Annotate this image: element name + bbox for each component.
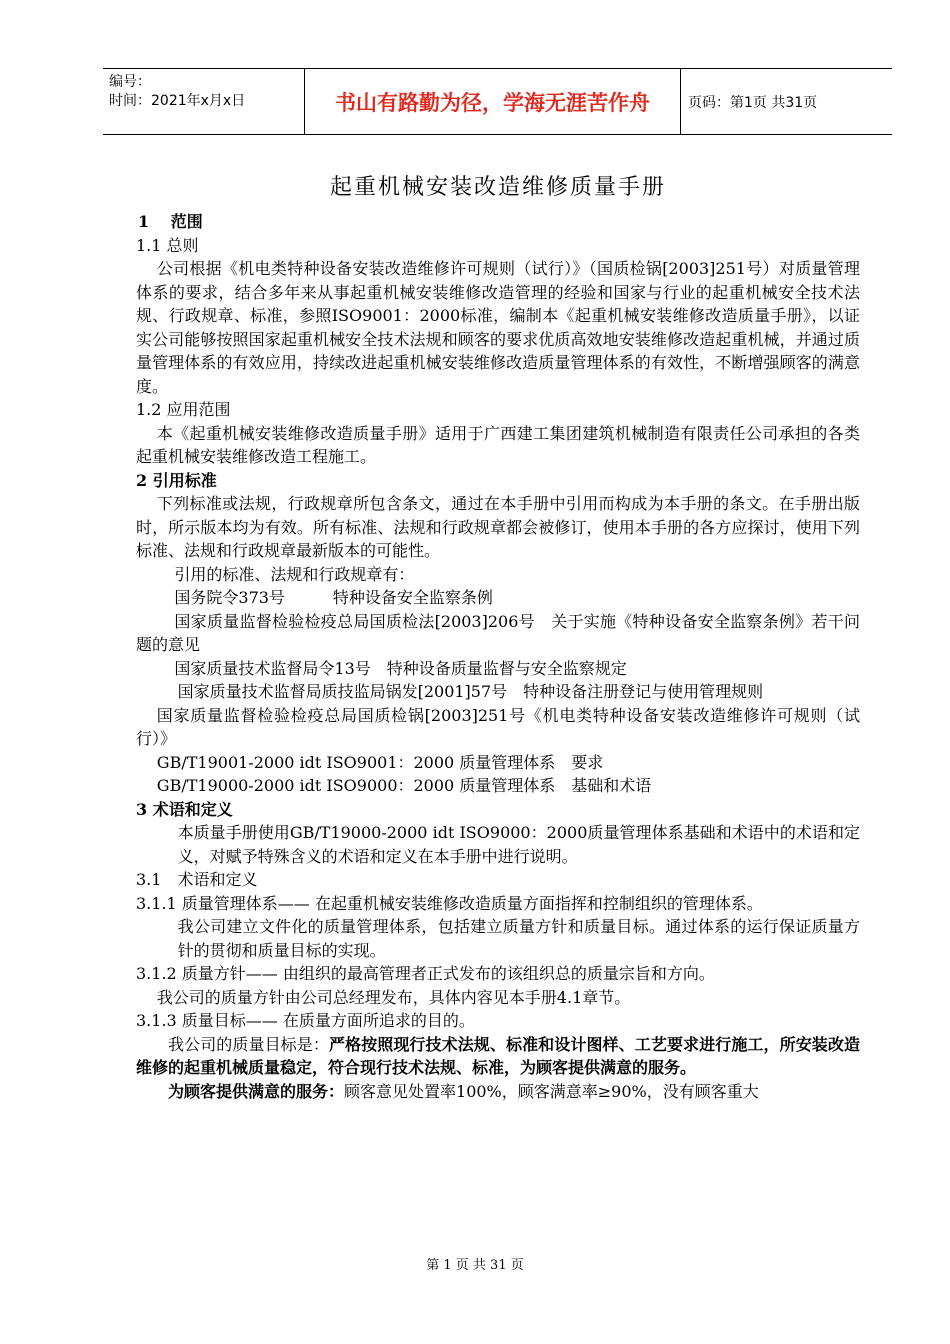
header-table [103,68,892,135]
section-1-2-body: 本《起重机械安装维修改造质量手册》适用于广西建工集团建筑机械制造有限责任公司承担的各类起重机械安装维修改造工程施工。 [136,423,860,466]
header-meta-cell [103,69,305,134]
term-quality-management-system-body: 我公司建立文件化的质量管理体系，包括建立质量方针和质量目标。通过体系的运行保证质量方针的贯彻和质量目标的实现。 [177,917,860,960]
reference-item: GB/T19000-2000 idt ISO9000：2000 质量管理体系 基础和术语 [156,776,652,795]
section-2-body: 下列标准或法规，行政规章所包含条文，通过在本手册中引用而构成为本手册的条文。在手册出版时，所示版本均为有效。所有标准、法规和行政规章都会被修订，使用本手册的各方应探讨，使用下列标准、法规和行政规章最新版本的可能性。 [136,494,860,560]
section-1-1-body: 公司根据《机电类特种设备安装改造维修许可规则（试行）》（国质检锅[2003]251号）对质量管理体系的要求，结合多年来从事起重机械安装维修改造管理的经验和国家与行业的起重机械安全技术法规、行政规章、标准，参照ISO9001：2000标准，编制本《起重机械安装维修改造质量手册》，以证实公司能够按照国家起重机械安全技术法规和顾客的要求优质高效地安装维修改造起重机械，并通过质量管理体系的有效应用，持续改进起重机械安装维修改造质量管理体系的有效性，不断增强顾客的满意度。 [136,259,860,396]
header-motto: 书山有路勤为径，学海无涯苦作舟 [305,69,681,134]
section-3-1-heading: 3.1 术语和定义 [136,870,258,889]
document-time-label: 时间：2021年x月x日 [109,93,246,109]
reference-item: 国家质量技术监督局令13号 特种设备质量监督与安全监察规定 [174,658,627,678]
document-body [136,168,860,1103]
service-text: 顾客意见处置率100%，顾客满意率≥90%，没有顾客重大 [344,1081,759,1101]
quality-objective-paragraph [136,1033,860,1080]
section-3-body: 本质量手册使用GB/T19000-2000 idt ISO9000：2000质量管理体系基础和术语中的术语和定义，对赋予特殊含义的术语和定义在本手册中进行说明。 [177,823,860,866]
service-label: 为顾客提供满意的服务： [168,1081,345,1101]
reference-item: GB/T19001-2000 idt ISO9001：2000 质量管理体系 要求 [156,752,604,772]
quality-objective-intro: 我公司的质量目标是： [168,1034,329,1054]
section-1-1-heading: 1.1 总则 [136,235,199,255]
section-1-2-heading: 1.2 应用范围 [136,400,231,419]
section-3-heading: 3 术语和定义 [136,799,233,819]
term-quality-objective: 3.1.3 质量目标—— 在质量方面所追求的目的。 [136,1011,475,1030]
reference-item: 国家质量技术监督局质技监局锅发[2001]57号 特种设备注册登记与使用管理规则 [177,682,764,701]
section-2-list-intro: 引用的标准、法规和行政规章有： [174,564,415,584]
reference-item: 国务院令373号 特种设备安全监察条例 [174,588,493,607]
reference-item: 国家质量监督检验检疫总局国质检锅[2003]251号《机电类特种设备安装改造维修许可规则（试行）》 [136,705,860,748]
section-1-heading: 1 范围 [138,212,203,231]
term-quality-policy: 3.1.2 质量方针—— 由组织的最高管理者正式发布的该组织总的质量宗旨和方向。 [136,964,715,983]
quality-objective-statement: 严格按照现行技术法规、标准和设计图样、工艺要求进行施工，所安装改造维修的起重机械质量稳定，符合现行技术法规、标准，为顾客提供满意的服务。 [136,1034,860,1077]
service-paragraph [136,1080,860,1104]
term-quality-management-system: 3.1.1 质量管理体系—— 在起重机械安装维修改造质量方面指挥和控制组织的管理体系。 [136,893,763,913]
document-title: 起重机械安装改造维修质量手册 [329,175,666,200]
document-number-label: 编号： [109,74,151,90]
reference-item: 国家质量监督检验检疫总局国质检法[2003]206号 关于实施《特种设备安全监察条例》若干问题的意见 [136,611,860,654]
section-2-heading: 2 引用标准 [136,470,217,490]
page-footer: 第 1 页 共 31 页 [426,1258,524,1273]
header-page-info: 页码：第1页 共31页 [688,94,818,111]
term-quality-policy-body: 我公司的质量方针由公司总经理发布，具体内容见本手册4.1章节。 [156,987,631,1007]
